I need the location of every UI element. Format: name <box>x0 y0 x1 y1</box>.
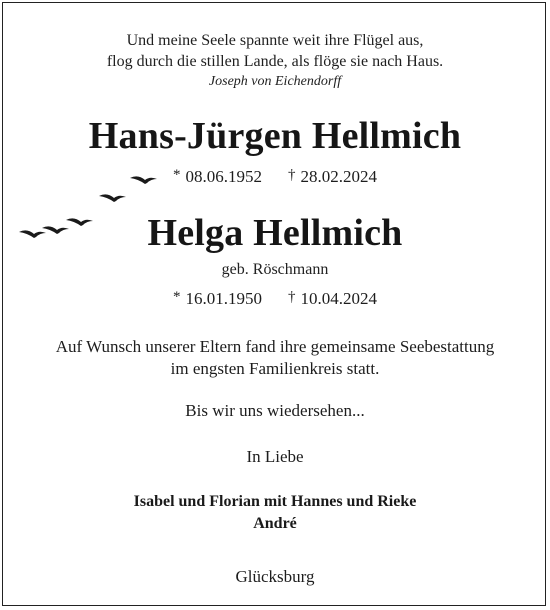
maiden-name: geb. Röschmann <box>221 261 329 278</box>
life-dates-1 <box>173 166 377 189</box>
bird-icon <box>99 194 126 202</box>
signers <box>0 491 550 535</box>
deceased-name-2: Helga Hellmich <box>147 212 403 254</box>
signer-line: André <box>253 515 297 532</box>
birth-symbol: * <box>173 167 181 183</box>
announcement <box>0 336 550 380</box>
place-name: Glücksburg <box>235 567 315 586</box>
death-date: 10.04.2024 <box>300 289 377 308</box>
bird-icon <box>130 176 157 184</box>
closing-text: In Liebe <box>246 447 304 466</box>
death-symbol: † <box>288 167 296 183</box>
death-symbol: † <box>288 289 296 305</box>
death-date: 28.02.2024 <box>300 167 377 186</box>
announcement-line: Auf Wunsch unserer Eltern fand ihre gemeinsame Seebestattung <box>55 337 495 356</box>
birth-date: 08.06.1952 <box>185 167 262 186</box>
deceased-name-1: Hans-Jürgen Hellmich <box>88 115 462 157</box>
poem-line: Und meine Seele spannte weit ihre Flügel aus, <box>126 32 424 49</box>
poem-author: Joseph von Eichendorff <box>208 74 342 89</box>
birth-symbol: * <box>173 289 181 305</box>
signer-line: Isabel und Florian mit Hannes und Rieke <box>133 493 417 510</box>
farewell-text: Bis wir uns wiedersehen... <box>185 401 365 420</box>
announcement-line: im engsten Familienkreis statt. <box>170 359 380 378</box>
life-dates-2 <box>173 288 377 311</box>
poem <box>0 30 550 92</box>
birth-date: 16.01.1950 <box>185 289 262 308</box>
poem-line: flog durch die stillen Lande, als flöge sie nach Haus. <box>106 53 444 70</box>
